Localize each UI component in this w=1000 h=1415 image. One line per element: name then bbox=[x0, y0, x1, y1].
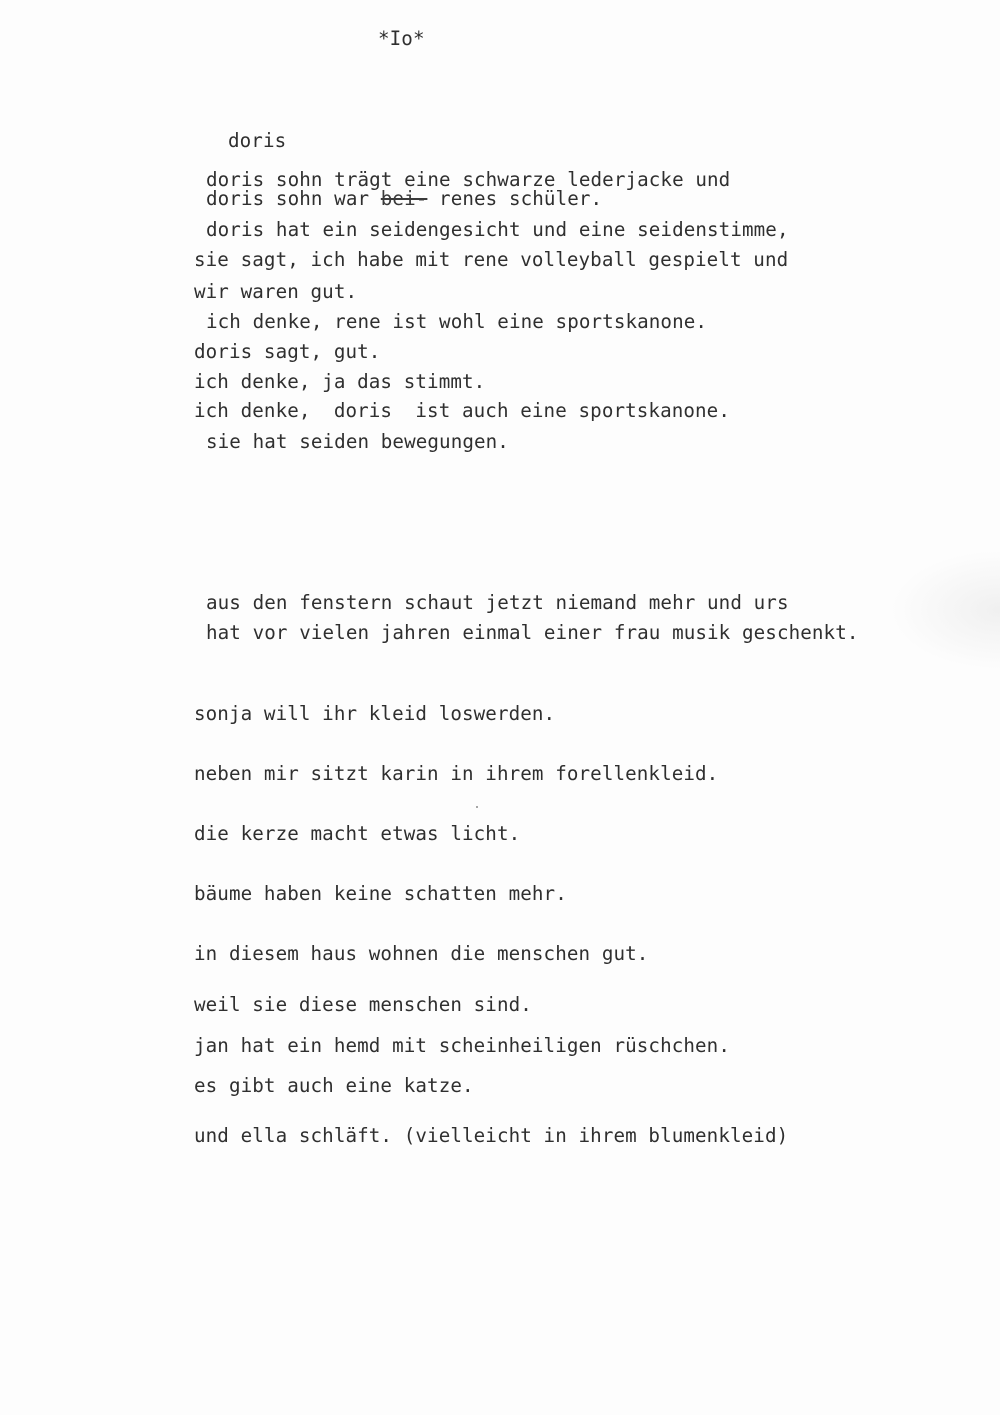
poem-line: jan hat ein hemd mit scheinheiligen rüschchen. bbox=[194, 1034, 730, 1057]
poem-line: die kerze macht etwas licht. bbox=[194, 822, 521, 845]
poem-line: doris sagt, gut. bbox=[194, 340, 381, 363]
poem-line-with-strike bbox=[206, 188, 602, 210]
poem-line: und ella schläft. (vielleicht in ihrem blumenkleid) bbox=[194, 1124, 789, 1147]
poem-line: ich denke, ja das stimmt. bbox=[194, 370, 486, 393]
ink-speck bbox=[476, 806, 478, 808]
poem-line: weil sie diese menschen sind. bbox=[194, 993, 532, 1016]
line-text: doris sohn war bbox=[206, 187, 381, 210]
poem-line: aus den fenstern schaut jetzt niemand mehr und urs bbox=[206, 591, 789, 614]
poem-line: es gibt auch eine katze. bbox=[194, 1074, 474, 1097]
struck-out-word: bei- bbox=[380, 187, 428, 210]
page-title: *Io* bbox=[378, 27, 425, 50]
paper-shadow bbox=[890, 550, 1000, 670]
line-text: renes schüler. bbox=[427, 187, 603, 210]
poem-line: sonja will ihr kleid loswerden. bbox=[194, 702, 556, 725]
poem-line: ich denke, rene ist wohl eine sportskanone. bbox=[206, 310, 708, 333]
poem-line: bäume haben keine schatten mehr. bbox=[194, 882, 567, 905]
poem-line: sie hat seiden bewegungen. bbox=[206, 430, 509, 453]
poem-title-doris: doris bbox=[228, 129, 287, 152]
poem-line: hat vor vielen jahren einmal einer frau musik geschenkt. bbox=[206, 621, 859, 644]
poem-line: in diesem haus wohnen die menschen gut. bbox=[194, 942, 649, 965]
poem-line: doris hat ein seidengesicht und eine seidenstimme, bbox=[206, 218, 789, 241]
poem-line: sie sagt, ich habe mit rene volleyball gespielt und bbox=[194, 248, 789, 271]
poem-line: doris sohn trägt eine schwarze lederjacke und bbox=[206, 168, 731, 191]
poem-line: neben mir sitzt karin in ihrem forellenkleid. bbox=[194, 762, 719, 785]
poem-line: wir waren gut. bbox=[194, 280, 358, 303]
poem-line: ich denke, doris ist auch eine sportskanone. bbox=[194, 399, 730, 422]
